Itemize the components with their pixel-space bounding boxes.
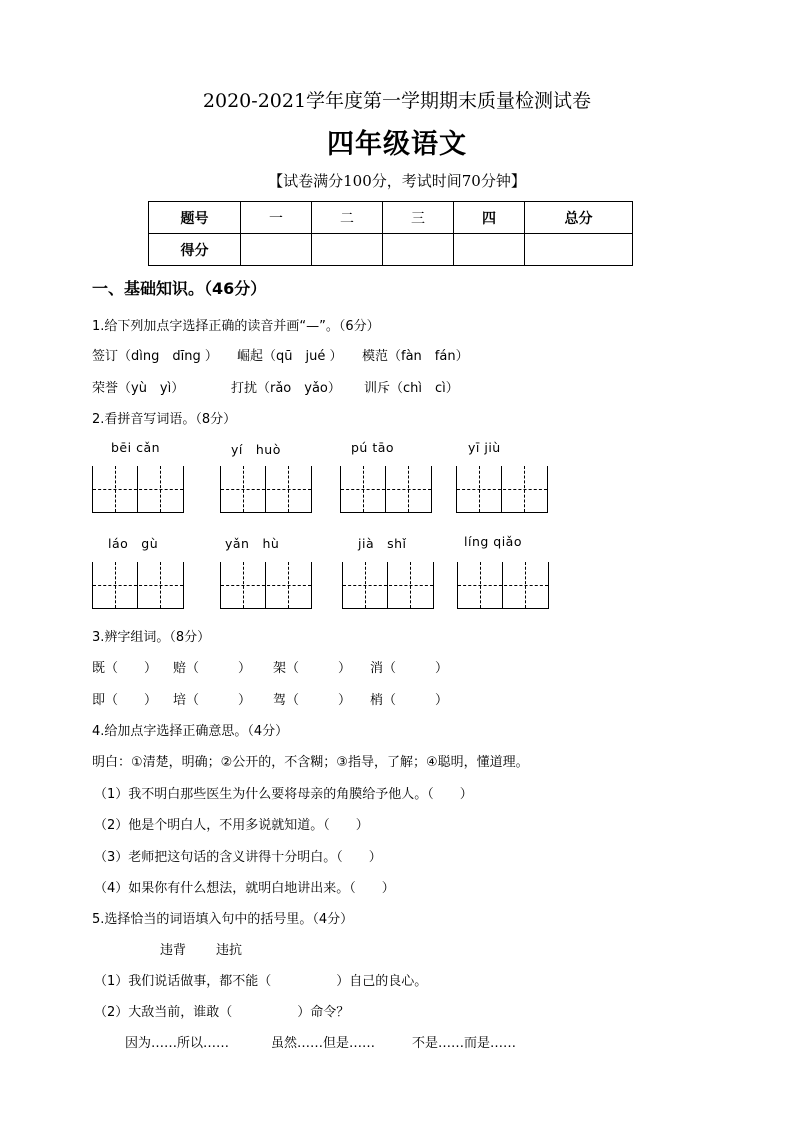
score-table-header: 题号	[149, 202, 241, 234]
question-3-title: 3.辨字组词。（8分）	[92, 630, 211, 645]
exam-title: 2020-2021学年度第一学期期末质量检测试卷	[202, 90, 592, 112]
pinyin-label: pú tāo	[351, 440, 395, 455]
q1-option: 崛起（qū jué ）	[237, 349, 343, 364]
writing-grid[interactable]	[220, 466, 312, 513]
q1-option: 签订（dìng dīng ）	[92, 349, 218, 364]
q3-item: 既（ ）	[92, 661, 158, 676]
q3-item: 驾（ ）	[273, 693, 352, 708]
q5-item: （1）我们说话做事，都不能（ ）自己的良心。	[94, 974, 428, 989]
score-cell[interactable]	[454, 234, 525, 266]
score-cell[interactable]	[241, 234, 312, 266]
subject-title: 四年级语文	[327, 129, 467, 160]
q3-item: 架（ ）	[273, 661, 352, 676]
q3-item: 培（ ）	[173, 693, 252, 708]
pinyin-label: láo gù	[108, 536, 159, 551]
q5-option: 违抗	[216, 943, 243, 958]
q4-item: （4）如果你有什么想法，就明白地讲出来。（ ）	[94, 881, 395, 896]
pinyin-label: líng qiǎo	[464, 534, 522, 549]
writing-grid[interactable]	[92, 562, 184, 609]
writing-grid[interactable]	[342, 562, 434, 609]
score-cell[interactable]	[312, 234, 383, 266]
writing-grid[interactable]	[457, 562, 549, 609]
writing-grid[interactable]	[340, 466, 432, 513]
q5-option: 因为……所以……	[125, 1036, 230, 1051]
writing-grid[interactable]	[92, 466, 184, 513]
q3-item: 梢（ ）	[370, 693, 449, 708]
score-table	[148, 201, 633, 266]
score-cell[interactable]	[383, 234, 454, 266]
q4-item: （3）老师把这句话的含义讲得十分明白。（ ）	[94, 850, 382, 865]
q5-item: （2）大敌当前，谁敢（ ）命令？	[94, 1005, 350, 1020]
section-title: 一、基础知识。（46分）	[92, 279, 267, 298]
pinyin-label: yī jiù	[468, 440, 501, 455]
score-table-header: 一	[241, 202, 312, 234]
pinyin-label: jià shǐ	[358, 536, 407, 551]
question-2-title: 2.看拼音写词语。（8分）	[92, 412, 237, 427]
q3-item: 消（ ）	[370, 661, 449, 676]
q3-item: 赔（ ）	[173, 661, 252, 676]
q5-option: 虽然……但是……	[271, 1036, 376, 1051]
q3-item: 即（ ）	[92, 693, 158, 708]
writing-grid[interactable]	[456, 466, 548, 513]
q4-item: （1）我不明白那些医生为什么要将母亲的角膜给予他人。（ ）	[94, 787, 473, 802]
exam-info: 【试卷满分100分，考试时间70分钟】	[268, 172, 526, 190]
pinyin-label: yí huò	[231, 442, 281, 457]
q5-option: 违背	[160, 943, 187, 958]
q4-definition: 明白：①清楚，明确；②公开的，不含糊；③指导，了解；④聪明，懂道理。	[92, 755, 529, 770]
score-table-header: 二	[312, 202, 383, 234]
question-1-title: 1.给下列加点字选择正确的读音并画“—”。（6分）	[92, 319, 380, 334]
q1-option: 模范（fàn fán）	[362, 349, 469, 364]
score-row-label: 得分	[149, 234, 241, 266]
q1-option: 训斥（chì cì）	[364, 381, 459, 396]
score-table-score-row	[149, 234, 633, 266]
score-table-header: 三	[383, 202, 454, 234]
score-table-header-row	[149, 202, 633, 234]
pinyin-label: bēi cǎn	[111, 440, 161, 455]
score-table-header: 总分	[525, 202, 633, 234]
pinyin-label: yǎn hù	[225, 536, 280, 551]
score-cell[interactable]	[525, 234, 633, 266]
question-4-title: 4.给加点字选择正确意思。（4分）	[92, 724, 289, 739]
score-table-header: 四	[454, 202, 525, 234]
question-5-title: 5.选择恰当的词语填入句中的括号里。（4分）	[92, 912, 354, 927]
writing-grid[interactable]	[220, 562, 312, 609]
q1-option: 打扰（rǎo yǎo）	[231, 381, 341, 396]
q1-option: 荣誉（yù yì）	[92, 381, 185, 396]
q5-option: 不是……而是……	[412, 1036, 517, 1051]
q4-item: （2）他是个明白人，不用多说就知道。（ ）	[94, 818, 369, 833]
